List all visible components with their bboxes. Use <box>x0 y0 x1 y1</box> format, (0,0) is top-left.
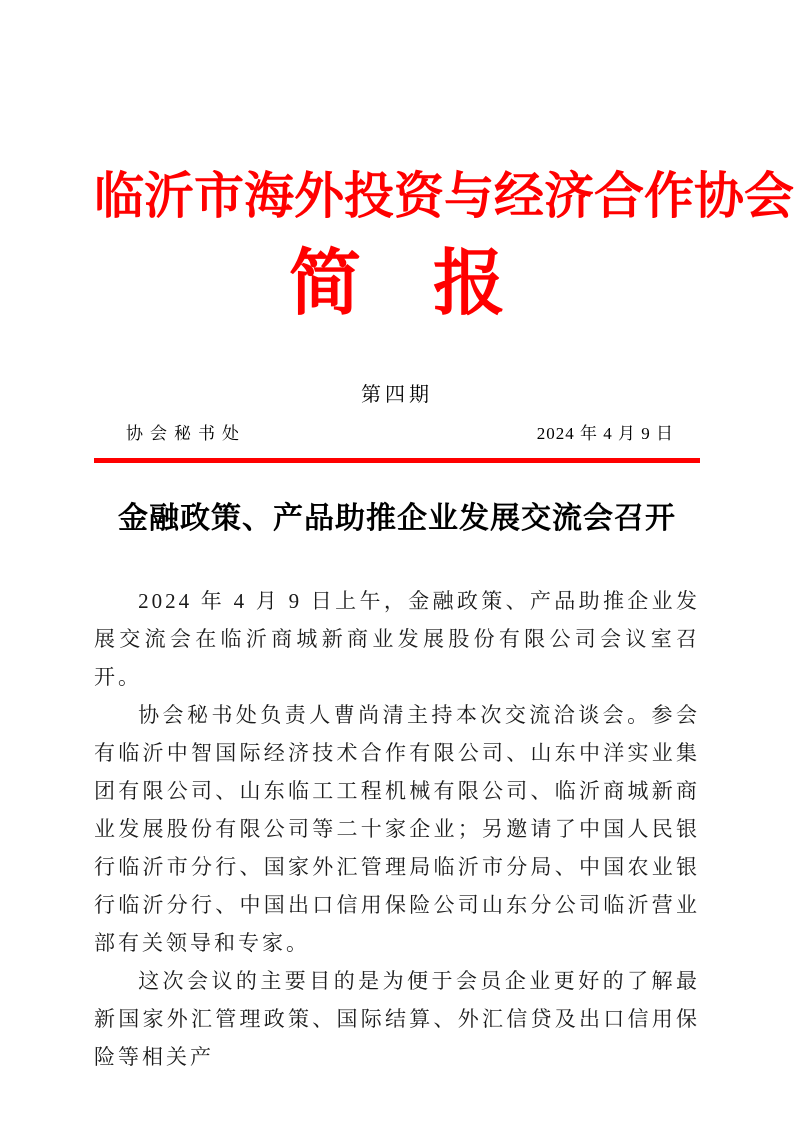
article-body <box>94 582 700 1076</box>
byline-row <box>94 422 700 446</box>
article-paragraph: 2024 年 4 月 9 日上午，金融政策、产品助推企业发展交流会在临沂商城新商业发展股份有限公司会议室召开。 <box>94 589 700 689</box>
masthead-divider-rule <box>94 458 700 463</box>
issue-date: 2024 年 4 月 9 日 <box>536 424 674 443</box>
organization-title: 临沂市海外投资与经济合作协会 <box>94 168 794 224</box>
bulletin-title: 简 报 <box>288 244 505 324</box>
article-paragraph: 这次会议的主要目的是为便于会员企业更好的了解最新国家外汇管理政策、国际结算、外汇信贷及出口信用保险等相关产 <box>94 969 700 1069</box>
issuer-name: 协会秘书处 <box>126 424 246 443</box>
article-headline: 金融政策、产品助推企业发展交流会召开 <box>118 502 676 535</box>
article-paragraph: 协会秘书处负责人曹尚清主持本次交流洽谈会。参会有临沂中智国际经济技术合作有限公司、山东中洋实业集团有限公司、山东临工工程机械有限公司、临沂商城新商业发展股份有限公司等二十家企业；另邀请了中国人民银行临沂市分行、国家外汇管理局临沂市分局、中国农业银行临沂分行、中国出口信用保险公司山东分公司临沂营业部有关领导和专家。 <box>94 703 700 955</box>
issue-number: 第四期 <box>361 384 433 406</box>
